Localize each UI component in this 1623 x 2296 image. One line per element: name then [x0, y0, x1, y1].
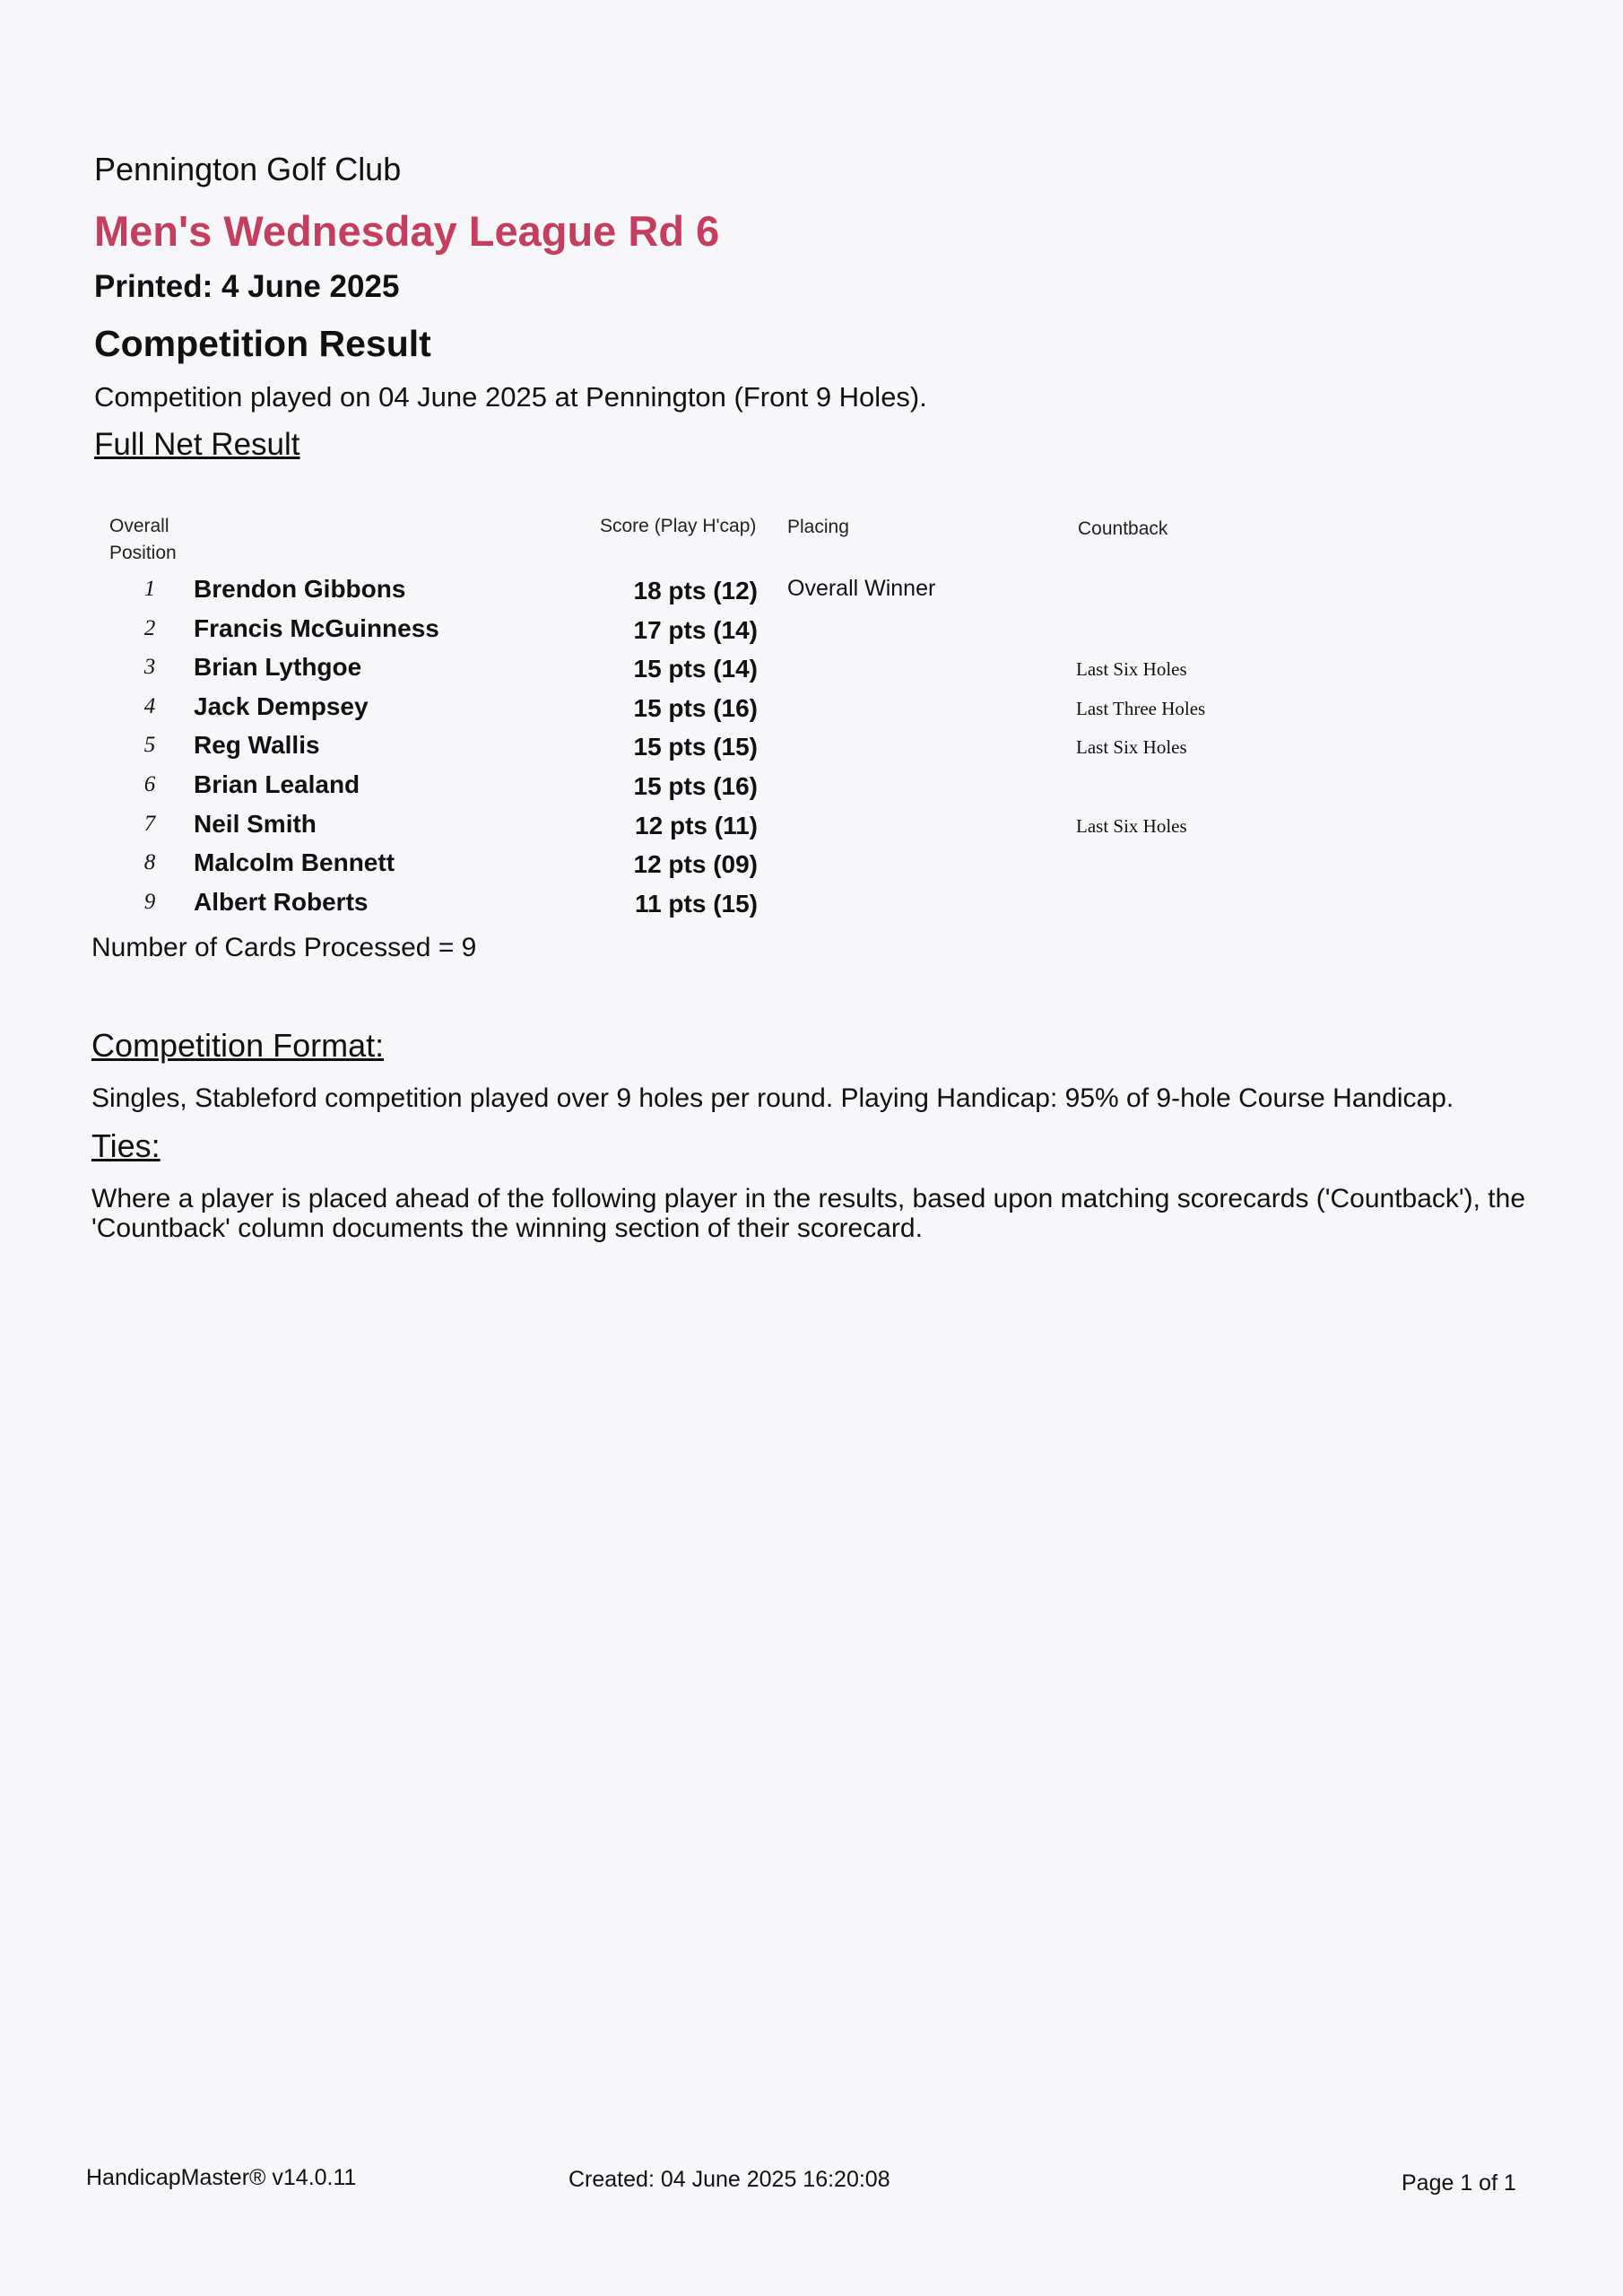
footer-software: HandicapMaster® v14.0.11 [86, 2165, 357, 2190]
countback-cell: Last Six Holes [1076, 814, 1187, 837]
table-row [0, 689, 1623, 727]
table-row [0, 571, 1623, 610]
player-name: Brendon Gibbons [194, 575, 406, 603]
score-cell: 15 pts (14) [633, 655, 758, 683]
printed-date: Printed: 4 June 2025 [94, 269, 400, 304]
position-cell: 6 [143, 772, 156, 796]
column-header-score: Score (Play H'cap) [600, 516, 757, 536]
player-name: Reg Wallis [194, 731, 320, 760]
player-name: Neil Smith [194, 809, 317, 838]
column-header-countback: Countback [1078, 518, 1168, 539]
position-cell: 3 [143, 655, 156, 680]
position-cell: 8 [143, 850, 156, 875]
table-row [0, 727, 1623, 766]
position-cell: 9 [143, 889, 156, 914]
position-cell: 7 [143, 811, 156, 836]
player-name: Brian Lythgoe [194, 653, 362, 682]
countback-cell: Last Six Holes [1076, 658, 1187, 681]
position-cell: 4 [143, 693, 156, 718]
result-heading: Competition Result [94, 323, 431, 364]
player-name: Malcolm Bennett [194, 848, 395, 877]
countback-cell: Last Six Holes [1076, 736, 1187, 759]
ties-text: Where a player is placed ahead of the following player in the results, based upon matching scorecards ('Countback'), the 'Countback' column documents the winning section of their scorecard. [91, 1184, 1526, 1243]
table-row [0, 806, 1623, 845]
position-cell: 2 [143, 615, 156, 640]
countback-cell: Last Three Holes [1076, 697, 1206, 719]
score-cell: 15 pts (16) [633, 772, 758, 800]
score-cell: 18 pts (12) [633, 577, 758, 604]
table-row [0, 767, 1623, 805]
section-title: Full Net Result [94, 427, 300, 462]
club-name: Pennington Golf Club [94, 151, 402, 187]
table-row [0, 611, 1623, 649]
format-heading: Competition Format: [91, 1027, 385, 1064]
player-name: Albert Roberts [194, 887, 369, 916]
footer-created: Created: 04 June 2025 16:20:08 [568, 2167, 890, 2192]
format-text: Singles, Stableford competition played over 9 holes per round. Playing Handicap: 95% of 9-hole Course Handicap. [91, 1083, 1454, 1113]
column-header-placing: Placing [787, 517, 849, 537]
footer-page: Page 1 of 1 [1402, 2170, 1516, 2196]
ties-heading: Ties: [91, 1127, 161, 1164]
table-row [0, 845, 1623, 883]
score-cell: 12 pts (09) [633, 850, 758, 879]
position-cell: 1 [143, 577, 156, 601]
competition-title: Men's Wednesday League Rd 6 [94, 207, 720, 255]
table-row [0, 884, 1623, 923]
score-cell: 17 pts (14) [633, 615, 758, 644]
table-row [0, 649, 1623, 688]
placing-cell: Overall Winner [787, 576, 936, 601]
player-name: Brian Lealand [194, 770, 360, 798]
score-cell: 15 pts (16) [633, 693, 758, 722]
position-cell: 5 [143, 733, 156, 758]
score-cell: 12 pts (11) [635, 811, 758, 839]
played-info: Competition played on 04 June 2025 at Pennington (Front 9 Holes). [94, 381, 927, 413]
column-header-position: Overall Position [109, 516, 177, 563]
player-name: Jack Dempsey [194, 691, 369, 720]
cards-processed: Number of Cards Processed = 9 [91, 933, 477, 962]
score-cell: 11 pts (15) [635, 889, 758, 918]
player-name: Francis McGuinness [194, 613, 439, 642]
score-cell: 15 pts (15) [633, 733, 758, 761]
